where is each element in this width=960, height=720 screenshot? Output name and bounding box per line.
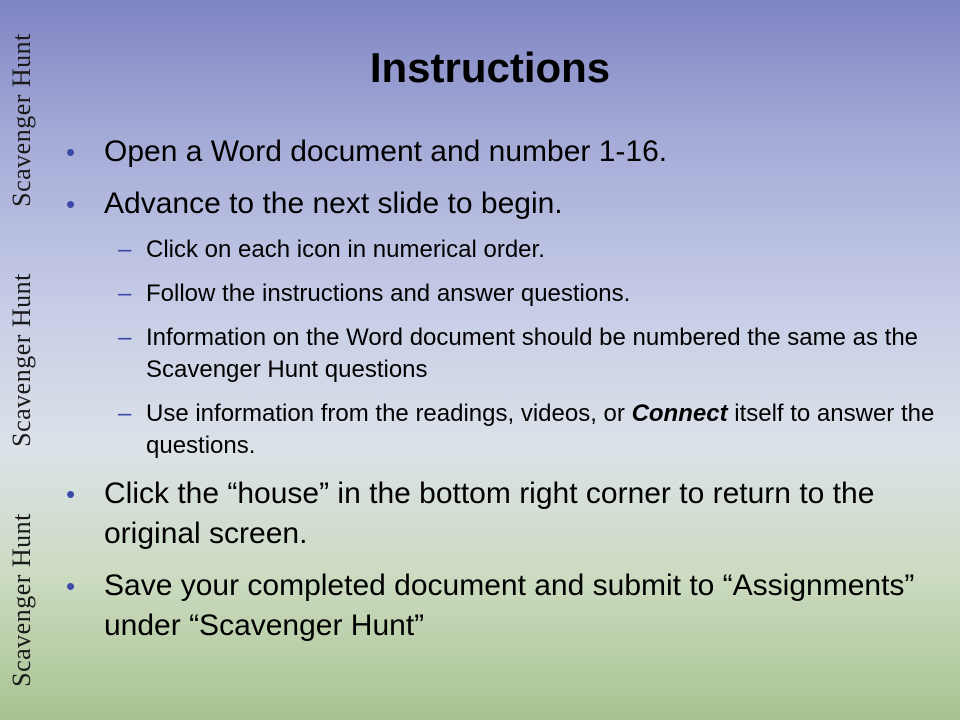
side-label-top [2,0,42,240]
bullet-item [62,566,942,646]
bullet-marker: • [66,137,76,167]
sub-bullet-list [104,234,942,462]
sub-bullet-item [104,398,942,462]
sub-bullet-item [104,278,942,310]
side-label-middle [2,240,42,480]
bullet-item [62,132,942,172]
bullet-text: Advance to the next slide to begin. [104,187,563,220]
bullet-marker: • [66,571,76,601]
side-label-text: Scavenger Hunt [7,513,36,687]
sub-bullet-item [104,234,942,266]
bullet-item [62,184,942,462]
bullet-text: Open a Word document and number 1-16. [104,135,668,168]
sub-bullet-marker: – [118,324,132,351]
side-label-bottom [2,480,42,720]
sub-bullet-marker: – [118,400,132,427]
sub-bullet-marker: – [118,236,132,263]
sub-bullet-item [104,322,942,386]
side-label-text: Scavenger Hunt [7,33,36,207]
bullet-marker: • [66,189,76,219]
sub-bullet-marker: – [118,280,132,307]
connect-emphasis: Connect [631,400,728,427]
bullet-item [62,474,942,554]
bullet-marker: • [66,479,76,509]
bullet-text: Click the “house” in the bottom right corner to return to the original screen. [104,477,875,550]
sub-bullet-text: Follow the instructions and answer questions. [146,280,631,307]
side-label-text: Scavenger Hunt [7,273,36,447]
sub-bullet-text-pre: Use information from the readings, videos, or [146,400,632,427]
slide-title: Instructions [369,44,611,91]
bullet-text: Save your completed document and submit to “Assignments” under “Scavenger Hunt” [104,569,915,642]
sub-bullet-text: Information on the Word document should be numbered the same as the Scavenger Hunt questions [146,324,919,383]
sub-bullet-text: Click on each icon in numerical order. [146,236,545,263]
bullet-list [62,132,942,658]
sub-bullet-text: itself to answer the questions. [146,400,935,459]
